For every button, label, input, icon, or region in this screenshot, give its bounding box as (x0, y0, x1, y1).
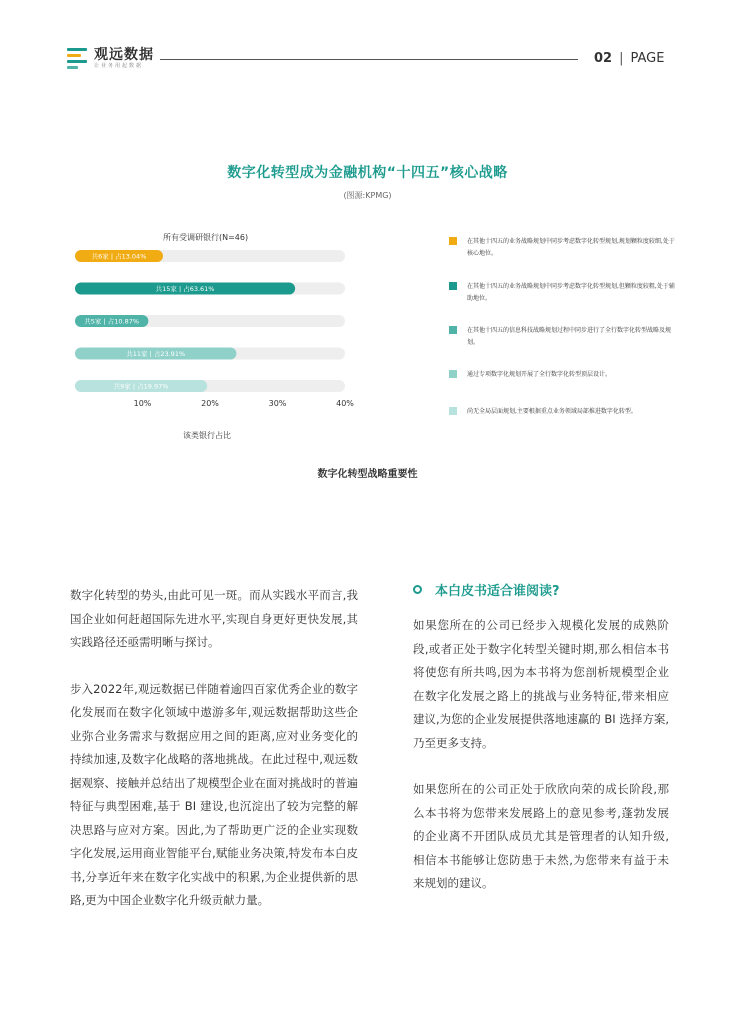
legend-text: 在其他十四五的业务战略规划中同步考虑数字化转型规划,规划颗粒度较细,处于核心地位。 (467, 238, 675, 257)
bar-label: 共11家 | 占23.91% (126, 349, 186, 358)
legend-swatch (449, 370, 457, 378)
paragraph: 步入2022年,观远数据已伴随着逾四百家优秀企业的数字化发展而在数字化领域中遨游多年,观远数据帮助这些企业弥合业务需求与数据应用之间的距离,应对业务变化的持续加速,及数字化战略的落地挑战。在此过程中,观远数据观察、接触并总结出了规模型企业在面对挑战时的普遍特征与典型困难,基于 BI 建设,也沉淀出了较为完整的解决思路与应对方案。因此,为了帮助更广泛的企业实现数字化发展,运用商业智能平台,赋能业务决策,特发布本白皮书,分享近年来在数字化实战中的积累,为企业提供新的思路,更为中国企业数字化升级贡献力量。 (70, 681, 358, 907)
logo-name: 观远数据 (94, 47, 154, 63)
chart-source: (图源:KPMG) (343, 191, 392, 200)
circle-bullet-icon (413, 585, 422, 594)
section-heading (413, 580, 560, 599)
bar-chart (70, 240, 370, 425)
page-indicator (594, 51, 664, 66)
legend-swatch (449, 407, 457, 415)
chart-x-axis-label: 该类银行占比 (183, 431, 231, 440)
legend-text: 在其他十四五的信息科技战略规划过程中同步进行了全行数字化转型战略及规划。 (467, 327, 672, 346)
page-number: 02 (594, 51, 613, 66)
legend-text: 在其他十四五的业务战略规划中同步考虑数字化转型规划,但颗粒度较粗,处于辅助地位。 (467, 283, 675, 302)
legend-swatch (449, 282, 457, 290)
section-title: 本白皮书适合谁阅读? (435, 584, 560, 599)
bar-label: 共5家 | 占10.87% (84, 317, 140, 326)
logo-mark-icon (67, 48, 87, 70)
chart-caption: 数字化转型战略重要性 (317, 469, 418, 480)
bar-label: 共15家 | 占63.61% (155, 284, 215, 293)
legend-item (449, 281, 677, 305)
paragraph: 如果您所在的公司正处于欣欣向荣的成长阶段,那么本书将为您带来发展路上的意见参考,蓬勃发展的企业离不开团队成员尤其是管理者的认知升级,相信本书能够让您防患于未然,为您带来有益于未来规划的建议。 (413, 782, 669, 890)
bar-label: 共9家 | 占19.97% (113, 382, 169, 391)
paragraph: 数字化转型的势头,由此可见一斑。而从实践水平而言,我国企业如何赶超国际先进水平,实现自身更好更快发展,其实践路径还亟需明晰与探讨。 (70, 588, 358, 649)
header-divider (160, 59, 578, 60)
page-separator: | (619, 51, 624, 66)
x-tick-label: 10% (133, 399, 152, 408)
right-text-column (413, 614, 669, 919)
legend-item (449, 406, 677, 418)
legend-text: 尚无全局层面规划,主要根据重点业务领域局部推进数字化转型。 (467, 408, 637, 415)
legend-swatch (449, 326, 457, 334)
legend-item (449, 369, 677, 381)
left-text-column (70, 584, 358, 936)
legend-item (449, 236, 677, 260)
legend-text: 通过专项数字化规划开展了全行数字化转型顶层设计。 (467, 371, 612, 378)
brand-logo (67, 48, 154, 70)
chart-subtitle: 所有受调研银行(N=46) (163, 233, 249, 242)
legend-item (449, 325, 677, 349)
page-label: PAGE (630, 51, 665, 66)
bar-label: 共6家 | 占13.04% (91, 252, 147, 261)
paragraph: 如果您所在的公司已经步入规模化发展的成熟阶段,或者正处于数字化转型关键时期,那么相信本书将使您有所共鸣,因为本书将为您剖析规模型企业在数字化发展之路上的挑战与业务特征,带来相应建议,为您的企业发展提供落地速赢的 BI 选择方案,乃至更多支持。 (413, 618, 669, 750)
logo-tagline: 让业务用起数据 (94, 63, 144, 69)
chart-title: 数字化转型成为金融机构“十四五”核心战略 (227, 165, 508, 181)
x-tick-label: 30% (268, 399, 287, 408)
x-tick-label: 40% (336, 399, 354, 408)
x-tick-label: 20% (201, 399, 219, 408)
legend-swatch (449, 237, 457, 245)
